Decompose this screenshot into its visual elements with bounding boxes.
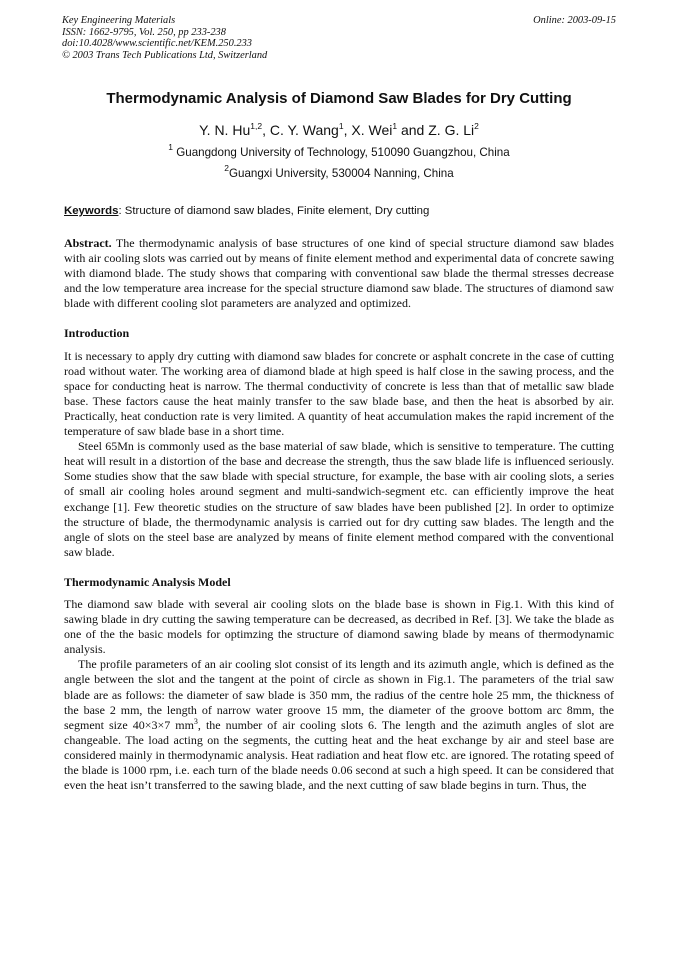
author-name: X. Wei xyxy=(351,122,393,138)
journal-header xyxy=(62,15,616,61)
abstract-label: Abstract. xyxy=(64,236,112,250)
model-paragraph-2-part-b: , the number of air cooling slots 6. The length and the azimuth angles of slot are changeable. The load acting on the segments, the cutting heat and the heat exchange by air and steel base are considered mainly in thermodynamic analysis. Heat radiation and heat flow etc. are ignored. The rotating speed of the blade is 1000 rpm, i.e. each turn of the blade needs 0.06 second at such a high speed. It can be considered that even the heat isn’t transferred to the sawing blade, and the next cutting of saw blade begins in turn. Thus, the xyxy=(64,717,614,793)
affiliation-2 xyxy=(62,163,616,181)
affiliation-mark: 2 xyxy=(224,163,229,173)
keywords-colon: : xyxy=(118,205,125,217)
author-name: Y. N. Hu xyxy=(199,122,251,138)
introduction-paragraph-2: Steel 65Mn is commonly used as the base material of saw blade, which is sensitive to temperature. The cutting heat will result in a distortion of the base and decrease the strength, thus the saw blade life is influenced seriously. Some studies show that the saw blade with special structure, for example, the base with air cooling slots, a series of small air cooling holes around segment and multi-sandwich-segment etc. can efficiently improve the heat exchange [1]. Few theoretic studies on the structure of saw blades have been published [2]. In order to optimize the structure of blade, the thermodynamic analysis is carried out for dry cutting saw blades. The length and the angle of slots on the steel base are analyzed by means of finite element method compared with the conventional saw blade. xyxy=(64,439,614,559)
online-date: Online: 2003-09-15 xyxy=(533,15,616,26)
author-name: Z. G. Li xyxy=(428,122,475,138)
abstract-text: The thermodynamic analysis of base structures of one kind of special structure diamond saw blades with air cooling slots was carried out by means of finite element method and experimental data of concrete sawing with diamond blade. The study shows that comparing with conventional saw blade the thermal stresses decrease and the low temperature area increase for the special structure diamond saw blade. The structures of diamond saw blade with different cooling slot parameters are analyzed and optimized. xyxy=(64,236,614,311)
journal-name: Key Engineering Materials xyxy=(62,15,176,26)
model-paragraph-2-part-a: The profile parameters of an air cooling slot consist of its length and its azimuth angle, which is defined as the angle between the slot and the tangent at the point of circle as shown in Fig.1. The parameters of the trial saw blade are as follows: the diameter of saw blade is 350 mm, the radius of the centre hole 25 mm, the thickness of the base 2 mm, the length of narrow water groove 15 mm, the diameter of the groove bottom arc 8mm, the segment size 40×3×7 mm xyxy=(64,657,614,732)
affiliation-mark: 1 xyxy=(168,142,174,152)
affiliation-1 xyxy=(62,142,616,160)
author-separator: , xyxy=(343,122,352,138)
model-heading: Thermodynamic Analysis Model xyxy=(64,574,231,589)
author-list xyxy=(62,121,616,139)
keywords-line xyxy=(64,204,616,218)
copyright-line: © 2003 Trans Tech Publications Ltd, Switzerland xyxy=(62,49,268,61)
paper-body xyxy=(64,236,614,793)
introduction-heading: Introduction xyxy=(64,326,130,341)
issn-line: ISSN: 1662-9795, Vol. 250, pp 233-238 xyxy=(62,26,226,38)
author-affiliation-mark: 2 xyxy=(474,121,479,131)
introduction-paragraph-1: It is necessary to apply dry cutting with diamond saw blades for concrete or asphalt concrete in the case of cutting road without water. The working area of diamond blade at high speed is half close in the sawing process, and the space for conducting heat is narrow. The thermal conductivity of concrete is less than that of metallic saw blade base. These factors cause the heat mainly transfer to the saw blade base, and then the heat is absorbed by air. Practically, heat conduction rate is very limited. A quantity of heat accumulation makes the rapid increment of the temperature of saw blade base in a short time. xyxy=(64,348,614,439)
model-paragraph-2 xyxy=(64,657,614,793)
model-paragraph-1: The diamond saw blade with several air cooling slots on the blade base is shown in Fig.1. With this kind of sawing blade in dry cutting the sawing temperature can be decreased, as decribed in Ref. [3]. We take the blade as one of the the basic models for optimzing the structure of diamond sawing blade by means of thermodynamic analysis. xyxy=(64,596,614,657)
author-name: C. Y. Wang xyxy=(269,122,339,138)
author-conjunction: and xyxy=(397,122,429,138)
author-affiliation-mark: 1 xyxy=(338,121,344,131)
affiliation-text: Guangdong University of Technology, 510090 Guangzhou, China xyxy=(176,146,510,159)
author-affiliation-mark: 1 xyxy=(392,121,398,131)
author-separator: , xyxy=(262,122,270,138)
segment-size-exponent: 3 xyxy=(193,716,198,726)
affiliation-text: Guangxi University, 530004 Nanning, China xyxy=(229,167,454,180)
abstract-paragraph xyxy=(64,236,614,311)
keywords-label: Keywords xyxy=(64,205,119,217)
paper-title: Thermodynamic Analysis of Diamond Saw Blades for Dry Cutting xyxy=(106,90,572,107)
author-affiliation-mark: 1,2 xyxy=(250,121,263,131)
keywords-text: Structure of diamond saw blades, Finite element, Dry cutting xyxy=(124,205,430,217)
doi-line: doi:10.4028/www.scientific.net/KEM.250.233 xyxy=(62,38,252,50)
